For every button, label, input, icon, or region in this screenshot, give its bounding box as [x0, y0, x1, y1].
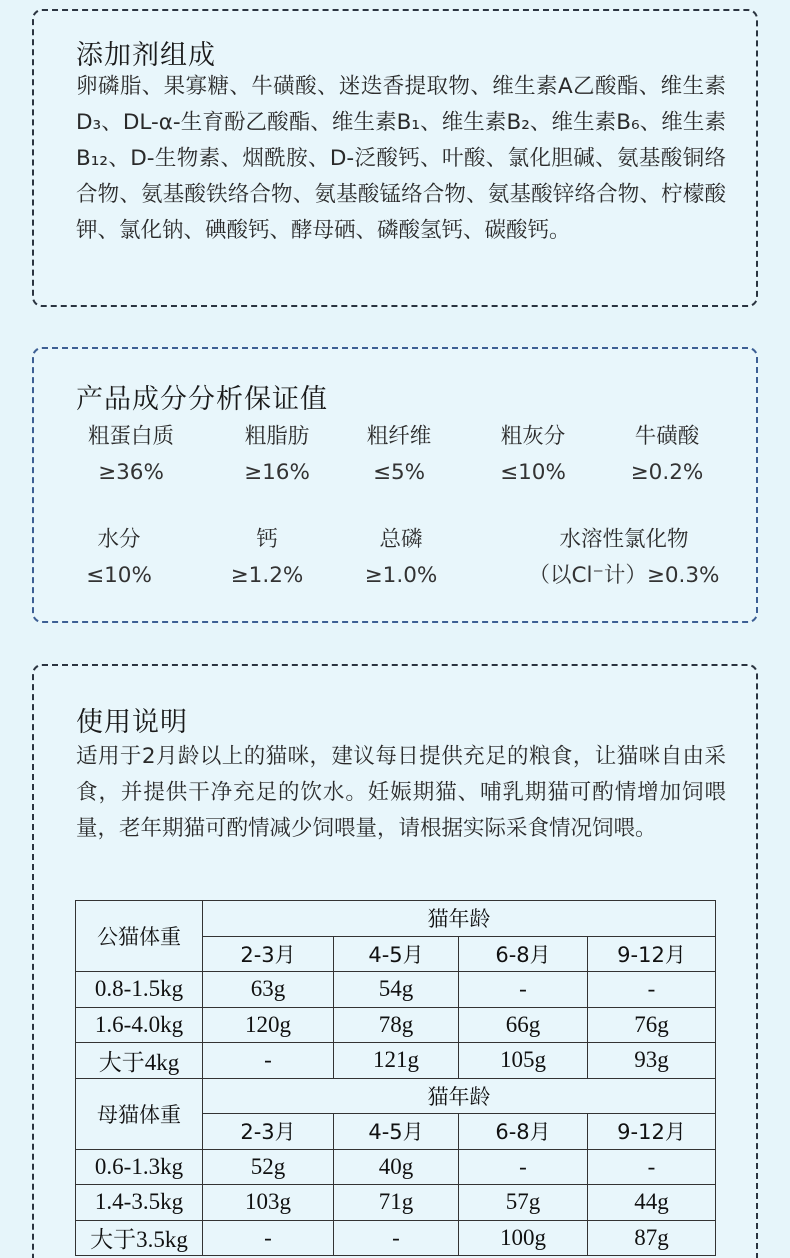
- nutrient-value: ≤10%: [500, 460, 566, 485]
- nutrient-name: 水分: [97, 527, 141, 552]
- age-column: 2-3月: [203, 1114, 334, 1150]
- age-column: 6-8月: [459, 936, 588, 972]
- additives-text: 卵磷脂、果寡糖、牛磺酸、迷迭香提取物、维生素A乙酸酯、维生素D₃、DL-α-生育酚乙酸酯、维生素B₁、维生素B₂、维生素B₆、维生素B₁₂、D-生物素、烟酰胺、D-泛酸钙、叶酸、氯化胆碱、氨基酸铜络合物、氨基酸铁络合物、氨基酸锰络合物、氨基酸锌络合物、柠檬酸钾、氯化钠、碘酸钙、酵母硒、磷酸氢钙、碳酸钙。: [76, 74, 726, 243]
- nutrient-value: （以Cl⁻计）≥0.3%: [528, 563, 720, 588]
- nutrient-name: 水溶性氯化物: [559, 527, 689, 552]
- age-column: 9-12月: [588, 1114, 716, 1150]
- nutrient-value: ≤5%: [372, 460, 426, 485]
- amount-cell: 78g: [334, 1007, 459, 1043]
- weight-cell: 1.6-4.0kg: [76, 1007, 203, 1043]
- weight-cell: 1.4-3.5kg: [76, 1185, 203, 1221]
- amount-cell: 57g: [459, 1185, 588, 1221]
- feeding-table: [75, 900, 716, 1256]
- table-row: [76, 1007, 716, 1043]
- amount-cell: 87g: [588, 1220, 716, 1256]
- amount-cell: 66g: [459, 1007, 588, 1043]
- nutrient-value: ≤10%: [86, 563, 152, 588]
- analysis-title: 产品成分分析保证值: [76, 384, 328, 415]
- nutrient-moisture: [54, 522, 184, 594]
- amount-cell: 121g: [334, 1043, 459, 1079]
- nutrient-taurine: [602, 419, 732, 491]
- nutrient-name: 牛磺酸: [634, 424, 700, 449]
- table-row: [76, 901, 716, 937]
- nutrient-total-phosphorus: [336, 522, 466, 594]
- amount-cell: 120g: [203, 1007, 334, 1043]
- amount-cell: -: [203, 1220, 334, 1256]
- nutrient-water-soluble-chloride: [514, 522, 734, 594]
- weight-cell: 0.8-1.5kg: [76, 972, 203, 1008]
- weight-cell: 大于4kg: [76, 1043, 203, 1079]
- age-column: 6-8月: [459, 1114, 588, 1150]
- age-column: 4-5月: [334, 1114, 459, 1150]
- amount-cell: -: [588, 1149, 716, 1185]
- nutrient-name: 总磷: [379, 527, 423, 552]
- usage-title: 使用说明: [76, 707, 188, 738]
- age-column: 2-3月: [203, 936, 334, 972]
- amount-cell: 40g: [334, 1149, 459, 1185]
- weight-cell: 0.6-1.3kg: [76, 1149, 203, 1185]
- amount-cell: -: [334, 1220, 459, 1256]
- amount-cell: 52g: [203, 1149, 334, 1185]
- amount-cell: -: [203, 1043, 334, 1079]
- age-column: 4-5月: [334, 936, 459, 972]
- amount-cell: 100g: [459, 1220, 588, 1256]
- nutrient-value: ≥1.2%: [230, 563, 304, 588]
- nutrient-name: 钙: [256, 527, 278, 552]
- table-row: [76, 1149, 716, 1185]
- table-row: [76, 1185, 716, 1221]
- amount-cell: 44g: [588, 1185, 716, 1221]
- additives-title: 添加剂组成: [76, 40, 216, 71]
- amount-cell: 93g: [588, 1043, 716, 1079]
- male-weight-header: 公猫体重: [76, 901, 203, 972]
- nutrient-crude-fiber: [334, 419, 464, 491]
- amount-cell: 63g: [203, 972, 334, 1008]
- nutrient-value: ≥36%: [98, 460, 164, 485]
- nutrient-crude-ash: [468, 419, 598, 491]
- table-row: [76, 1220, 716, 1256]
- usage-text: 适用于2月龄以上的猫咪，建议每日提供充足的粮食，让猫咪自由采食，并提供干净充足的饮水。妊娠期猫、哺乳期猫可酌情增加饲喂量，老年期猫可酌情减少饲喂量，请根据实际采食情况饲喂。: [76, 744, 726, 841]
- nutrient-name: 粗脂肪: [244, 424, 310, 449]
- table-row: [76, 1043, 716, 1079]
- nutrient-value: ≥1.0%: [364, 563, 438, 588]
- age-header: 猫年龄: [203, 901, 716, 937]
- table-row: [76, 972, 716, 1008]
- nutrient-crude-fat: [212, 419, 342, 491]
- usage-card: [32, 664, 758, 1258]
- nutrient-value: ≥0.2%: [630, 460, 704, 485]
- weight-cell: 大于3.5kg: [76, 1220, 203, 1256]
- nutrient-crude-protein: [66, 419, 196, 491]
- nutrient-value: ≥16%: [244, 460, 310, 485]
- amount-cell: -: [459, 972, 588, 1008]
- amount-cell: -: [459, 1149, 588, 1185]
- amount-cell: -: [588, 972, 716, 1008]
- nutrient-calcium: [202, 522, 332, 594]
- age-column: 9-12月: [588, 936, 716, 972]
- amount-cell: 71g: [334, 1185, 459, 1221]
- nutrient-name: 粗灰分: [500, 424, 566, 449]
- amount-cell: 103g: [203, 1185, 334, 1221]
- nutrient-name: 粗蛋白质: [87, 424, 174, 449]
- amount-cell: 105g: [459, 1043, 588, 1079]
- additives-card: [32, 9, 758, 307]
- amount-cell: 54g: [334, 972, 459, 1008]
- analysis-card: [32, 347, 758, 623]
- nutrient-name: 粗纤维: [366, 424, 432, 449]
- age-header: 猫年龄: [203, 1078, 716, 1114]
- amount-cell: 76g: [588, 1007, 716, 1043]
- table-row: [76, 1078, 716, 1114]
- female-weight-header: 母猫体重: [76, 1078, 203, 1149]
